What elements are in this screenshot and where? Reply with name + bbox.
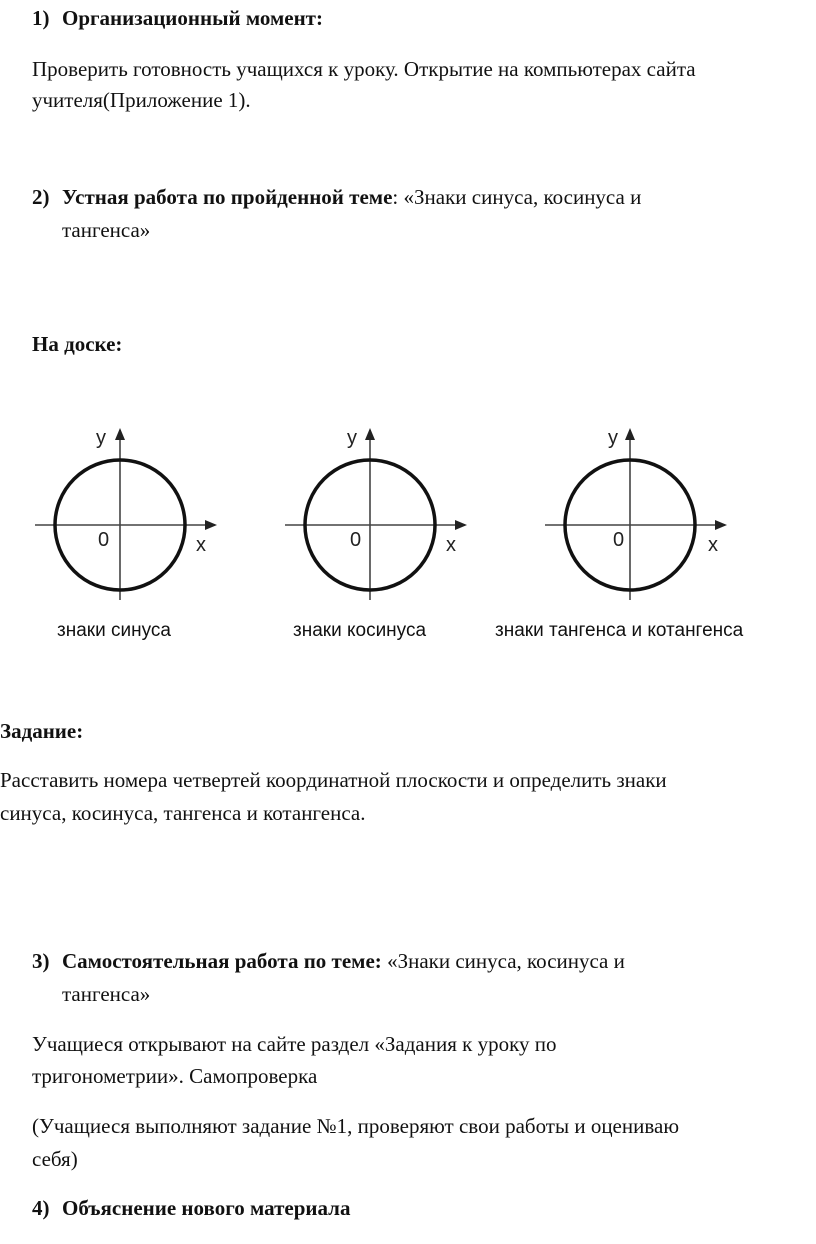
section-1-text-line-2: учителя(Приложение 1). (32, 88, 251, 112)
section-3-topic-part-1: «Знаки синуса, косинуса и (381, 949, 625, 973)
unit-circle-3 (545, 427, 725, 600)
section-4-title: Объяснение нового материала (62, 1196, 351, 1220)
section-1-title: Организационный момент: (62, 6, 323, 30)
unit-circles-diagram (0, 420, 816, 600)
section-1-text-line-1: Проверить готовность учащихся к уроку. Открытие на компьютерах сайта (32, 57, 696, 81)
section-1-heading (32, 2, 323, 34)
caption-cosine: знаки косинуса (293, 620, 427, 641)
y-label-2: y (347, 427, 357, 449)
section-3-para-1-line-1: Учащиеся открывают на сайте раздел «Задания к уроку по (32, 1032, 557, 1056)
section-3-heading (32, 945, 625, 977)
section-4-heading (32, 1192, 350, 1224)
task-heading: Задание: (0, 719, 84, 743)
board-heading: На доске: (32, 332, 123, 356)
origin-label-1: 0 (98, 529, 110, 551)
x-label-1: x (196, 534, 206, 556)
section-2-heading (32, 181, 641, 213)
task-text-line-2: синуса, косинуса, тангенса и котангенса. (0, 801, 366, 825)
unit-circle-1 (35, 427, 215, 600)
section-3-para-2-line-1: (Учащиеся выполняют задание №1, проверяют свои работы и оцениваю (32, 1114, 680, 1138)
section-3-para-1-line-2: тригонометрии». Самопроверка (32, 1064, 318, 1088)
section-3-title: Самостоятельная работа по теме: (62, 949, 382, 973)
section-3-number: 3) (32, 949, 50, 973)
origin-label-2: 0 (350, 529, 362, 551)
section-2-title: Устная работа по пройденной теме (62, 185, 393, 209)
section-3-topic-part-2: тангенса» (62, 982, 151, 1006)
y-label-1: y (96, 427, 106, 449)
x-label-3: x (708, 534, 718, 556)
section-2-topic-part-2: тангенса» (62, 218, 151, 242)
y-label-3: y (608, 427, 618, 449)
section-2-number: 2) (32, 185, 50, 209)
origin-label-3: 0 (613, 529, 625, 551)
task-text-line-1: Расставить номера четвертей координатной плоскости и определить знаки (0, 768, 667, 792)
unit-circle-2 (285, 427, 465, 600)
section-1-number: 1) (32, 6, 50, 30)
section-2-topic-part-1: : «Знаки синуса, косинуса и (392, 185, 642, 209)
section-4-number: 4) (32, 1196, 50, 1220)
x-label-2: x (446, 534, 456, 556)
section-3-para-2-line-2: себя) (32, 1147, 78, 1171)
caption-tangent-cotangent: знаки тангенса и котангенса (495, 620, 744, 641)
caption-sine: знаки синуса (57, 620, 171, 641)
